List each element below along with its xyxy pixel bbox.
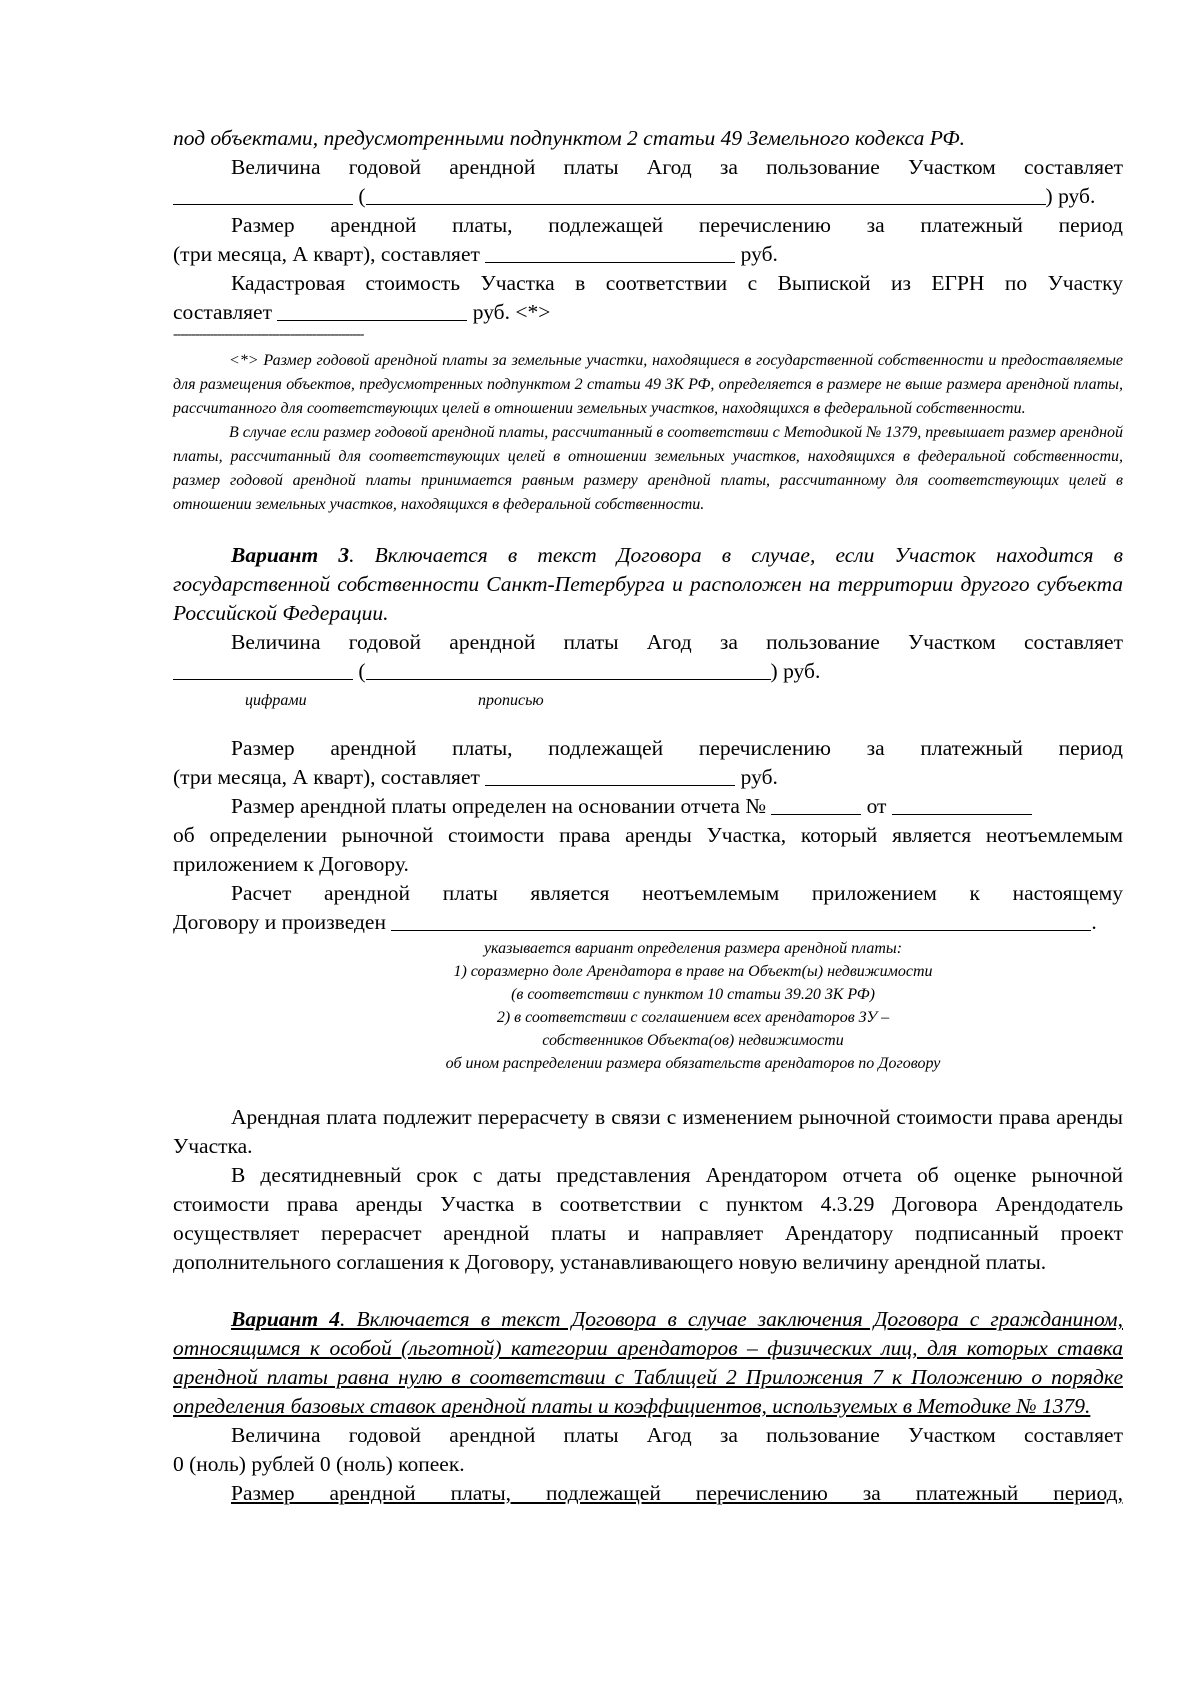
cadastral-line: Кадастровая стоимость Участка в соответствии с Выпиской из ЕГРН по Участку bbox=[231, 271, 1123, 295]
v3-period-rent-line: Размер арендной платы, подлежащей перечислению за платежный период bbox=[231, 736, 1123, 760]
report-description: об определении рыночной стоимости права аренды Участка, который является неотъемлемым приложением к Договору. bbox=[173, 823, 1123, 876]
period-rent-line: Размер арендной платы, подлежащей перечислению за платежный период bbox=[231, 213, 1123, 237]
document-body bbox=[173, 124, 1123, 1508]
report-date-blank[interactable] bbox=[892, 794, 1032, 815]
report-number-blank[interactable] bbox=[771, 794, 861, 815]
rent-digits-blank[interactable] bbox=[173, 184, 353, 205]
annual-rent-blanks: ( ) руб. bbox=[173, 182, 1123, 211]
note-line: 2) в соответствии с соглашением всех арендаторов ЗУ – bbox=[496, 1009, 890, 1026]
note-line: 1) соразмерно доле Арендатора в праве на Объект(ы) недвижимости bbox=[453, 963, 933, 980]
footnote-2: В случае если размер годовой арендной платы, рассчитанный в соответствии с Методикой № 1379, превышает размер арендной платы, рассчитанный для соответствующих целей в отношении земельных участков, находящихся в федеральной собственности, размер годовой арендной платы принимается равным размеру арендной платы, рассчитанному для соответствующих целей в отношении земельных участков, находящихся в федеральной собственности. bbox=[173, 424, 1123, 513]
footnote-1: <*> Размер годовой арендной платы за земельные участки, находящиеся в государственной собственности и предоставляемые для размещения объектов, предусмотренных подпунктом 2 статьи 49 ЗК РФ, определяется в размере не выше размера арендной платы, рассчитанного для соответствующих целей в отношении земельных участков, находящихся в федеральной собственности. bbox=[173, 352, 1123, 417]
period-rent-blank-line: (три месяца, А кварт), составляет руб. bbox=[173, 242, 778, 266]
variant-4-heading: Вариант 4. Включается в текст Договора в случае заключения Договора с гражданином, относящимся к особой (льготной) категории арендаторов – физических лиц, для которых ставка арендной платы равна нулю в соответствии с Таблицей 2 Приложения 7 к Положению о порядке определения базовых ставок арендной платы и коэффициентов, используемых в Методике № 1379. bbox=[173, 1307, 1123, 1418]
calculation-blank-line: Договору и произведен . bbox=[173, 910, 1097, 934]
cadastral-blank-line: составляет руб. <*> bbox=[173, 300, 551, 324]
variant-3-annual-rent-blanks: ( ) руб. bbox=[173, 657, 1123, 686]
calculation-blank[interactable] bbox=[391, 910, 1091, 931]
variant-3-heading: Вариант 3. Включается в текст Договора в случае, если Участок находится в государственной собственности Санкт-Петербурга и расположен на территории другого субъекта Российской Федерации. bbox=[173, 543, 1123, 625]
caption-words: прописью bbox=[478, 692, 544, 709]
calculation-options-note bbox=[173, 937, 1123, 1075]
variant-3-annual-rent-line: Величина годовой арендной платы Агод за пользование Участком составляет bbox=[231, 630, 1123, 654]
note-line: об ином распределении размера обязательств арендаторов по Договору bbox=[445, 1055, 941, 1072]
ten-day-paragraph: В десятидневный срок с даты представления Арендатором отчета об оценке рыночной стоимости права аренды Участка в соответствии с пунктом 4.3.29 Договора Арендодатель осуществляет перерасчет арендной платы и направляет Арендатору подписанный проект дополнительного соглашения к Договору, устанавливающего новую величину арендной платы. bbox=[173, 1163, 1123, 1274]
caption-digits: цифрами bbox=[245, 692, 307, 709]
note-line: (в соответствии с пунктом 10 статьи 39.20 ЗК РФ) bbox=[511, 986, 875, 1003]
zero-rent-value: 0 (ноль) рублей 0 (ноль) копеек. bbox=[173, 1452, 465, 1476]
v3-period-rent-blank-line: (три месяца, А кварт), составляет руб. bbox=[173, 765, 778, 789]
blank-captions bbox=[173, 686, 1123, 710]
rent-words-blank[interactable] bbox=[366, 184, 1046, 205]
last-line: Размер арендной платы, подлежащей перечислению за платежный период, bbox=[231, 1481, 1123, 1505]
note-line: собственников Объекта(ов) недвижимости bbox=[542, 1032, 844, 1049]
cadastral-blank[interactable] bbox=[277, 300, 467, 321]
report-line: Размер арендной платы определен на основании отчета № от bbox=[173, 792, 1123, 821]
note-line: указывается вариант определения размера арендной платы: bbox=[483, 940, 903, 957]
v3-period-rent-blank[interactable] bbox=[485, 765, 735, 786]
annual-rent-line: Величина годовой арендной платы Агод за пользование Участком составляет bbox=[231, 155, 1123, 179]
footnote-block bbox=[173, 349, 1123, 517]
recalculation-paragraph: Арендная плата подлежит перерасчету в связи с изменением рыночной стоимости права аренды Участка. bbox=[173, 1105, 1123, 1158]
footnote-separator: ---------------------------------------------------- bbox=[173, 327, 364, 342]
calculation-line: Расчет арендной платы является неотъемлемым приложением к настоящему bbox=[231, 881, 1123, 905]
period-rent-blank[interactable] bbox=[485, 242, 735, 263]
v3-rent-words-blank[interactable] bbox=[366, 659, 771, 680]
zero-rent-line: Величина годовой арендной платы Агод за пользование Участком составляет bbox=[231, 1423, 1123, 1447]
paragraph-objects: под объектами, предусмотренными подпунктом 2 статьи 49 Земельного кодекса РФ. bbox=[173, 126, 965, 150]
v3-rent-digits-blank[interactable] bbox=[173, 659, 353, 680]
